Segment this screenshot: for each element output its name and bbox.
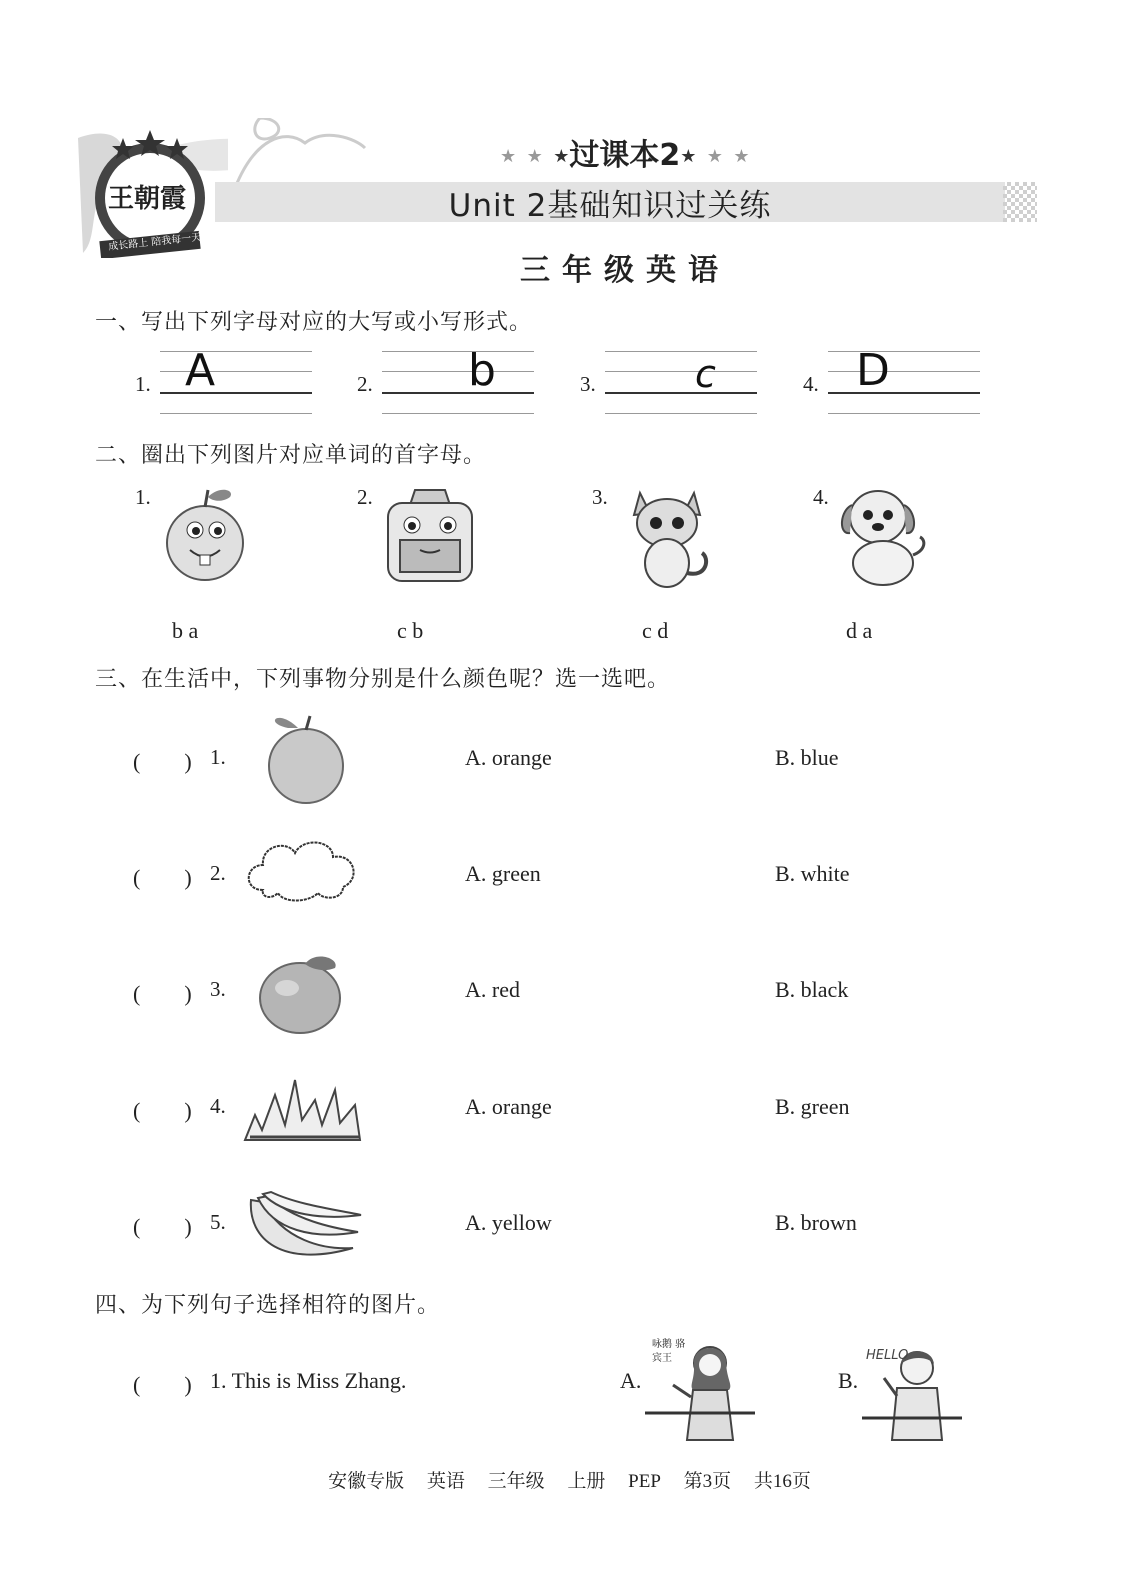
grade-title: 三年级英语	[520, 253, 730, 288]
section3-heading: 三、在生活中，下列事物分别是什么颜色呢？选一选吧。	[95, 667, 671, 692]
s2-choices-2[interactable]: c b	[397, 618, 424, 643]
s3-num-5: 5.	[210, 1210, 226, 1234]
writing-lines-1	[160, 351, 312, 415]
s2-num-4: 4.	[813, 485, 829, 509]
s4-answer-paren-1[interactable]: ( )	[133, 1372, 192, 1397]
s3-answer-paren-5[interactable]: ( )	[133, 1214, 192, 1239]
badge-title: 过课本2	[569, 138, 681, 173]
s1-letter-1: A	[185, 345, 216, 396]
orange-fruit-icon	[258, 708, 353, 808]
apple-icon	[160, 485, 250, 585]
s1-num-1: 1.	[135, 372, 151, 396]
writing-lines-4	[828, 351, 980, 415]
s1-letter-3: c	[695, 352, 716, 396]
footer-total: 共16页	[753, 1471, 811, 1492]
s2-num-2: 2.	[357, 485, 373, 509]
s1-num-3: 3.	[580, 372, 596, 396]
s2-num-3: 3.	[592, 485, 608, 509]
s3-option-b-1[interactable]: B. blue	[775, 745, 839, 770]
s4-option-b-label[interactable]: B.	[838, 1368, 859, 1393]
writing-lines-3	[605, 351, 757, 415]
s4-sentence-1: 1. This is Miss Zhang.	[210, 1368, 407, 1393]
s3-option-a-5[interactable]: A. yellow	[465, 1210, 552, 1235]
s2-choices-4[interactable]: d a	[846, 618, 873, 643]
s1-num-2: 2.	[357, 372, 373, 396]
footer-publisher: PEP	[628, 1471, 661, 1492]
logo-slogan: 成长路上 陪我每一天	[107, 232, 202, 253]
s2-num-1: 1.	[135, 485, 151, 509]
cloud-icon	[243, 835, 363, 905]
s3-num-1: 1.	[210, 745, 226, 769]
logo-name: 王朝霞	[108, 184, 187, 214]
footer-subject: 英语	[426, 1471, 465, 1492]
s4-option-a-label[interactable]: A.	[620, 1368, 642, 1393]
unit-title: Unit 2基础知识过关练	[448, 188, 772, 224]
s3-num-3: 3.	[210, 977, 226, 1001]
s3-option-a-2[interactable]: A. green	[465, 861, 541, 886]
s3-num-2: 2.	[210, 861, 226, 885]
s1-letter-2: b	[468, 345, 496, 396]
s3-option-a-1[interactable]: A. orange	[465, 745, 552, 770]
s1-letter-4: D	[856, 345, 890, 396]
footer-page: 第3页	[683, 1471, 732, 1492]
dog-icon	[838, 485, 928, 590]
s1-num-4: 4.	[803, 372, 819, 396]
footer-volume: 上册	[567, 1471, 606, 1492]
s3-option-b-5[interactable]: B. brown	[775, 1210, 857, 1235]
s3-option-b-4[interactable]: B. green	[775, 1094, 850, 1119]
s3-answer-paren-3[interactable]: ( )	[133, 981, 192, 1006]
grass-icon	[240, 1075, 368, 1145]
cat-icon	[622, 483, 712, 591]
title-band-pattern	[1003, 182, 1037, 222]
s3-answer-paren-2[interactable]: ( )	[133, 865, 192, 890]
s3-answer-paren-1[interactable]: ( )	[133, 749, 192, 774]
s2-choices-3[interactable]: c d	[642, 618, 669, 643]
footer-grade: 三年级	[487, 1471, 545, 1492]
section2-heading: 二、圈出下列图片对应单词的首字母。	[95, 443, 487, 468]
footer-edition: 安徽专版	[328, 1471, 405, 1492]
badge-title-row: ★ ★ ★过课本2★ ★ ★	[500, 138, 750, 173]
page-footer	[0, 1466, 1139, 1493]
bag-icon	[380, 485, 480, 585]
banana-icon	[243, 1190, 363, 1270]
section4-heading: 四、为下列句子选择相符的图片。	[95, 1293, 441, 1318]
apple-fruit-icon	[255, 950, 350, 1035]
s3-option-b-2[interactable]: B. white	[775, 861, 850, 886]
s2-choices-1[interactable]: b a	[172, 618, 199, 643]
s4-option-b-board: HELLO	[866, 1348, 909, 1363]
s3-num-4: 4.	[210, 1094, 226, 1118]
s4-option-a-board: 咏鹅 骆宾王	[652, 1339, 686, 1364]
s3-option-b-3[interactable]: B. black	[775, 977, 849, 1002]
section1-heading: 一、写出下列字母对应的大写或小写形式。	[95, 310, 533, 335]
writing-lines-2	[382, 351, 534, 415]
s3-option-a-4[interactable]: A. orange	[465, 1094, 552, 1119]
s3-option-a-3[interactable]: A. red	[465, 977, 520, 1002]
s3-answer-paren-4[interactable]: ( )	[133, 1098, 192, 1123]
